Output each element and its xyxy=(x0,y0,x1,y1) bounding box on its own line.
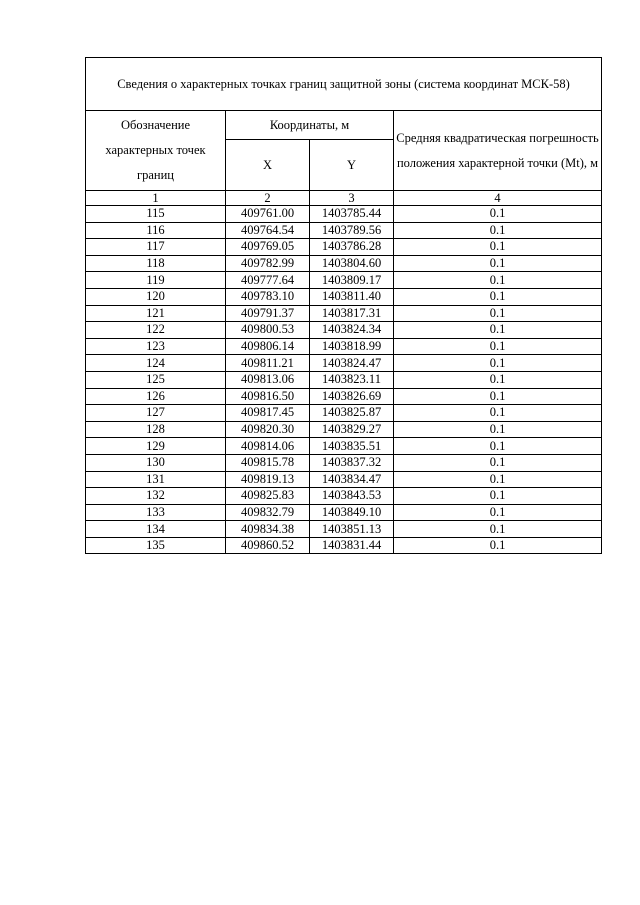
header-y: Y xyxy=(310,140,394,191)
y-coordinate-cell: 1403809.17 xyxy=(310,272,394,289)
error-cell: 0.1 xyxy=(394,438,602,455)
error-cell: 0.1 xyxy=(394,454,602,471)
y-coordinate-cell: 1403843.53 xyxy=(310,488,394,505)
error-cell: 0.1 xyxy=(394,504,602,521)
title-row xyxy=(86,58,602,111)
x-coordinate-cell: 409791.37 xyxy=(226,305,310,322)
table-row xyxy=(86,438,602,455)
y-coordinate-cell: 1403817.31 xyxy=(310,305,394,322)
header-error: Средняя квадратическая погрешность положения характерной точки (Mt), м xyxy=(394,111,602,191)
table-row xyxy=(86,521,602,538)
error-cell: 0.1 xyxy=(394,371,602,388)
point-id-cell: 131 xyxy=(86,471,226,488)
error-cell: 0.1 xyxy=(394,488,602,505)
x-coordinate-cell: 409814.06 xyxy=(226,438,310,455)
y-coordinate-cell: 1403826.69 xyxy=(310,388,394,405)
x-coordinate-cell: 409764.54 xyxy=(226,222,310,239)
boundary-points-table xyxy=(85,57,602,554)
point-id-cell: 118 xyxy=(86,255,226,272)
table-row xyxy=(86,255,602,272)
point-id-cell: 135 xyxy=(86,537,226,554)
error-cell: 0.1 xyxy=(394,405,602,422)
x-coordinate-cell: 409825.83 xyxy=(226,488,310,505)
error-cell: 0.1 xyxy=(394,421,602,438)
table-row xyxy=(86,504,602,521)
header-row xyxy=(86,111,602,140)
error-cell: 0.1 xyxy=(394,355,602,372)
point-id-cell: 129 xyxy=(86,438,226,455)
point-id-cell: 115 xyxy=(86,206,226,223)
table-row xyxy=(86,371,602,388)
x-coordinate-cell: 409813.06 xyxy=(226,371,310,388)
table-row xyxy=(86,239,602,256)
y-coordinate-cell: 1403789.56 xyxy=(310,222,394,239)
table-row xyxy=(86,305,602,322)
x-coordinate-cell: 409783.10 xyxy=(226,288,310,305)
x-coordinate-cell: 409782.99 xyxy=(226,255,310,272)
error-cell: 0.1 xyxy=(394,305,602,322)
point-id-cell: 134 xyxy=(86,521,226,538)
header-x: X xyxy=(226,140,310,191)
error-cell: 0.1 xyxy=(394,272,602,289)
point-id-cell: 119 xyxy=(86,272,226,289)
point-id-cell: 125 xyxy=(86,371,226,388)
table-row xyxy=(86,405,602,422)
y-coordinate-cell: 1403785.44 xyxy=(310,206,394,223)
error-cell: 0.1 xyxy=(394,388,602,405)
x-coordinate-cell: 409819.13 xyxy=(226,471,310,488)
y-coordinate-cell: 1403818.99 xyxy=(310,338,394,355)
y-coordinate-cell: 1403834.47 xyxy=(310,471,394,488)
y-coordinate-cell: 1403786.28 xyxy=(310,239,394,256)
x-coordinate-cell: 409817.45 xyxy=(226,405,310,422)
table-title: Сведения о характерных точках границ защитной зоны (система координат МСК-58) xyxy=(86,58,602,111)
table-row xyxy=(86,288,602,305)
y-coordinate-cell: 1403851.13 xyxy=(310,521,394,538)
table-row xyxy=(86,388,602,405)
x-coordinate-cell: 409777.64 xyxy=(226,272,310,289)
table-row xyxy=(86,454,602,471)
y-coordinate-cell: 1403811.40 xyxy=(310,288,394,305)
error-cell: 0.1 xyxy=(394,206,602,223)
table-body xyxy=(86,58,602,554)
error-cell: 0.1 xyxy=(394,255,602,272)
y-coordinate-cell: 1403837.32 xyxy=(310,454,394,471)
y-coordinate-cell: 1403825.87 xyxy=(310,405,394,422)
point-id-cell: 123 xyxy=(86,338,226,355)
y-coordinate-cell: 1403824.34 xyxy=(310,322,394,339)
x-coordinate-cell: 409769.05 xyxy=(226,239,310,256)
point-id-cell: 128 xyxy=(86,421,226,438)
header-coordinates: Координаты, м xyxy=(226,111,394,140)
error-cell: 0.1 xyxy=(394,521,602,538)
point-id-cell: 132 xyxy=(86,488,226,505)
y-coordinate-cell: 1403804.60 xyxy=(310,255,394,272)
x-coordinate-cell: 409820.30 xyxy=(226,421,310,438)
y-coordinate-cell: 1403831.44 xyxy=(310,537,394,554)
x-coordinate-cell: 409816.50 xyxy=(226,388,310,405)
y-coordinate-cell: 1403824.47 xyxy=(310,355,394,372)
error-cell: 0.1 xyxy=(394,222,602,239)
error-cell: 0.1 xyxy=(394,322,602,339)
table-row xyxy=(86,471,602,488)
column-number-3: 3 xyxy=(310,191,394,206)
error-cell: 0.1 xyxy=(394,239,602,256)
table-row xyxy=(86,421,602,438)
point-id-cell: 117 xyxy=(86,239,226,256)
point-id-cell: 127 xyxy=(86,405,226,422)
table-row xyxy=(86,206,602,223)
table-row xyxy=(86,338,602,355)
point-id-cell: 122 xyxy=(86,322,226,339)
table-row xyxy=(86,488,602,505)
x-coordinate-cell: 409806.14 xyxy=(226,338,310,355)
point-id-cell: 126 xyxy=(86,388,226,405)
error-cell: 0.1 xyxy=(394,537,602,554)
x-coordinate-cell: 409800.53 xyxy=(226,322,310,339)
error-cell: 0.1 xyxy=(394,471,602,488)
y-coordinate-cell: 1403849.10 xyxy=(310,504,394,521)
table-row xyxy=(86,222,602,239)
error-cell: 0.1 xyxy=(394,288,602,305)
point-id-cell: 121 xyxy=(86,305,226,322)
y-coordinate-cell: 1403835.51 xyxy=(310,438,394,455)
x-coordinate-cell: 409761.00 xyxy=(226,206,310,223)
y-coordinate-cell: 1403823.11 xyxy=(310,371,394,388)
table-row xyxy=(86,322,602,339)
point-id-cell: 133 xyxy=(86,504,226,521)
point-id-cell: 130 xyxy=(86,454,226,471)
header-designation: Обозначение характерных точек границ xyxy=(86,111,226,191)
column-number-2: 2 xyxy=(226,191,310,206)
x-coordinate-cell: 409860.52 xyxy=(226,537,310,554)
point-id-cell: 120 xyxy=(86,288,226,305)
point-id-cell: 116 xyxy=(86,222,226,239)
x-coordinate-cell: 409832.79 xyxy=(226,504,310,521)
x-coordinate-cell: 409834.38 xyxy=(226,521,310,538)
column-number-1: 1 xyxy=(86,191,226,206)
table-row xyxy=(86,272,602,289)
table-row xyxy=(86,355,602,372)
error-cell: 0.1 xyxy=(394,338,602,355)
column-number-row xyxy=(86,191,602,206)
x-coordinate-cell: 409815.78 xyxy=(226,454,310,471)
column-number-4: 4 xyxy=(394,191,602,206)
y-coordinate-cell: 1403829.27 xyxy=(310,421,394,438)
point-id-cell: 124 xyxy=(86,355,226,372)
x-coordinate-cell: 409811.21 xyxy=(226,355,310,372)
table-row xyxy=(86,537,602,554)
